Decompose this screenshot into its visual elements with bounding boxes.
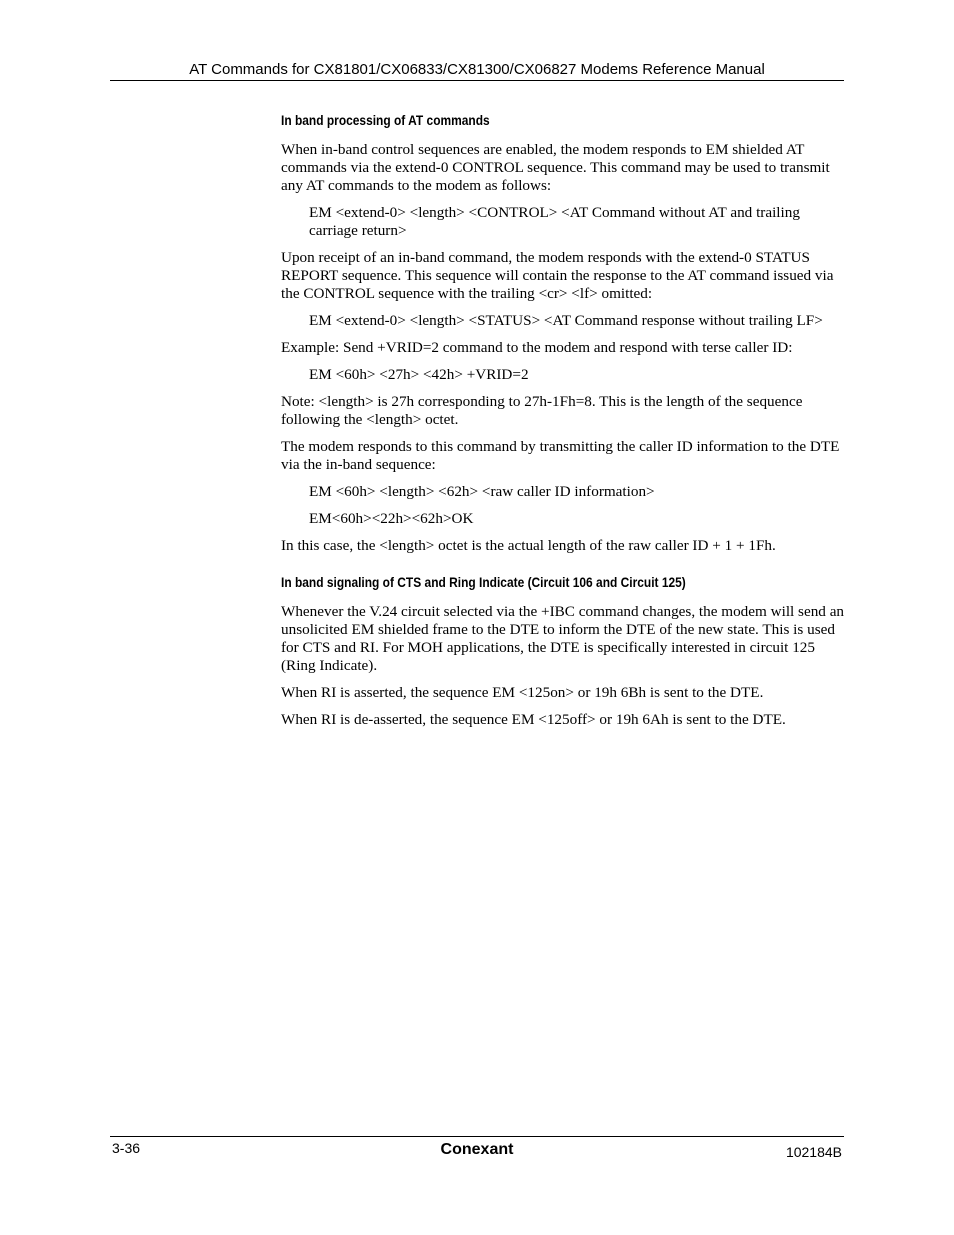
- paragraph: When RI is asserted, the sequence EM <125on> or 19h 6Bh is sent to the DTE.: [281, 684, 764, 701]
- paragraph: The modem responds to this command by transmitting the caller ID information to the DTE via the in-band sequence:: [281, 438, 840, 473]
- footer-rule: [110, 1136, 844, 1137]
- section-heading-in-band-processing: In band processing of AT commands: [281, 113, 490, 128]
- paragraph: Example: Send +VRID=2 command to the modem and respond with terse caller ID:: [281, 339, 793, 356]
- command-example: EM <60h> <27h> <42h> +VRID=2: [309, 366, 529, 383]
- paragraph: Note: <length> is 27h corresponding to 27h-1Fh=8. This is the length of the sequence following the <length> octet.: [281, 393, 803, 428]
- paragraph: Upon receipt of an in-band command, the modem responds with the extend-0 STATUS REPORT sequence. This sequence will contain the response to the AT command issued via the CONTROL sequence with the trailing <cr> <lf> omitted:: [281, 249, 834, 302]
- footer-page-number: 3-36: [112, 1140, 141, 1156]
- command-example: EM <extend-0> <length> <STATUS> <AT Command response without trailing LF>: [309, 312, 823, 329]
- section-heading-in-band-signaling: In band signaling of CTS and Ring Indicate (Circuit 106 and Circuit 125): [281, 575, 686, 590]
- footer-company-name: Conexant: [440, 1141, 514, 1158]
- command-example: EM <extend-0> <length> <CONTROL> <AT Command without AT and trailing carriage return>: [309, 204, 800, 239]
- paragraph: When in-band control sequences are enabled, the modem responds to EM shielded AT commands via the extend-0 CONTROL sequence. This command may be used to transmit any AT commands to the modem as follows:: [281, 141, 830, 194]
- header-rule: [110, 80, 844, 81]
- command-example: EM <60h> <length> <62h> <raw caller ID information>: [309, 483, 655, 500]
- paragraph: When RI is de-asserted, the sequence EM <125off> or 19h 6Ah is sent to the DTE.: [281, 711, 786, 728]
- command-example: EM<60h><22h><62h>OK: [309, 510, 474, 527]
- running-header-title: AT Commands for CX81801/CX06833/CX81300/CX06827 Modems Reference Manual: [189, 61, 765, 78]
- footer-document-number: 102184B: [785, 1144, 842, 1160]
- paragraph: In this case, the <length> octet is the actual length of the raw caller ID + 1 + 1Fh.: [281, 537, 776, 554]
- paragraph: Whenever the V.24 circuit selected via the +IBC command changes, the modem will send an unsolicited EM shielded frame to the DTE to inform the DTE of the new state. This is used for CTS and RI. For MOH applications, the DTE is specifically interested in circuit 125 (Ring Indicate).: [281, 603, 845, 674]
- page-body: [281, 112, 846, 738]
